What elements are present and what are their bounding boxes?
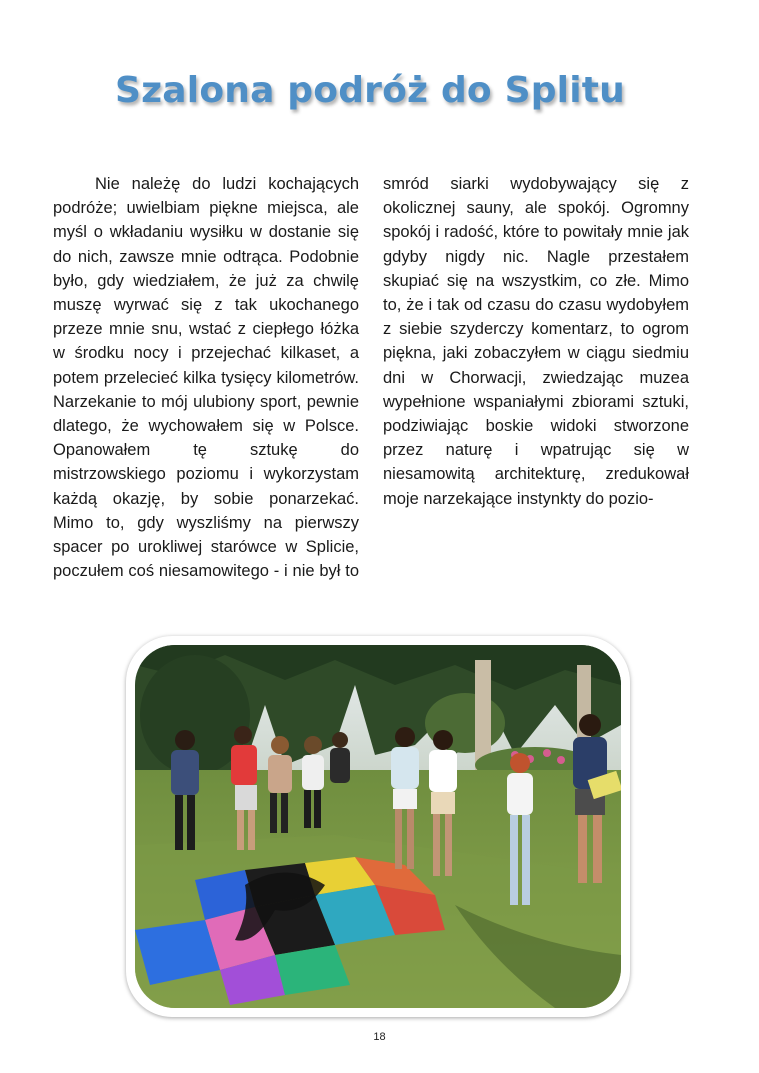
group-photo [135,645,621,1008]
article-paragraph: Nie należę do ludzi kochających podróże; uwielbiam piękne miejsca, ale myśl o wkładaniu wysiłku w dostanie się do nich, zawsze mnie odtrąca. Podobnie było, gdy wiedziałem, że już za chwilę muszę wyrwać się z tak ukochanego przeze mnie snu, wstać z ciepłego łóżka w środku nocy i przejechać kilkaset, a potem przelecieć kilka tysięcy kilometrów. Narzekanie to mój ulubiony sport, pewnie dlatego, że wychowałem się w Polsce. Opanowałem tę sztukę do mistrzowskiego poziomu i wykorzystam każdą okazję, by sobie ponarzekać. Mimo to, gdy wyszliśmy na pierwszy spacer po urokliwej starówce w Splicie, poczułem coś niesamowitego - i nie był to smród siarki wydobywający się z okolicznej sauny, ale spokój. Ogromny spokój i radość, które to powitały mnie jak gdyby nigdy nic. Nagle przestałem skupiać się na wszystkim, co złe. Mimo to, że i tak od czasu do czasu wydobyłem z siebie szyderczy komentarz, to ogrom piękna, jaki zobaczyłem w ciągu siedmiu dni w Chorwacji, zwiedzając muzea wypełnione wspaniałymi zbiorami sztuki, podziwiając boskie widoki stworzone przez naturę i wpatrując się w niesamowitą architekturę, zredukował moje narzekające instynkty do pozio- [53,175,689,581]
photo-frame [126,636,630,1017]
page-number: 18 [373,1031,386,1043]
article-title: Szalona podróż do Splitu [115,70,625,111]
article-body [53,172,689,602]
